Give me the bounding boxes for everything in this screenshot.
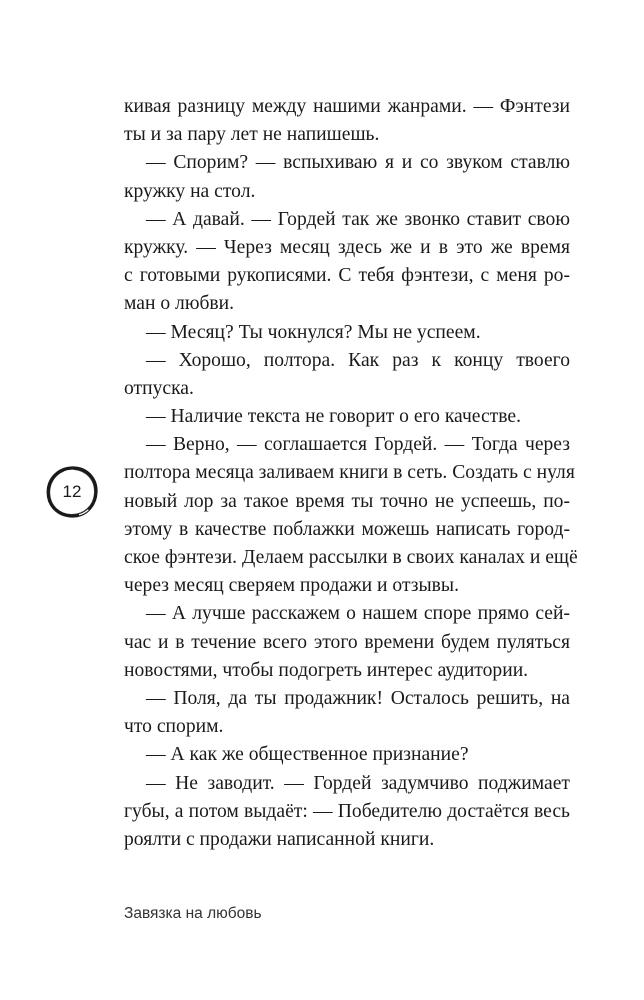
text-line: — Спорим? — вспыхиваю я и со звуком ставлю — [146, 152, 570, 174]
text-line: что спорим. — [124, 716, 224, 738]
text-line: этому в качестве поблажки можешь написать город- — [124, 518, 570, 540]
text-line: ское фэнтези. Делаем рассылки в своих каналах и ещё — [124, 547, 578, 568]
text-line: кружку на стол. — [124, 180, 256, 202]
text-line: — Не заводит. — Гордей задумчиво поджимает — [146, 772, 570, 794]
text-line: — А как же общественное признание? — [146, 744, 469, 766]
text-line: с готовыми рукописями. С тебя фэнтези, с меня ро- — [124, 265, 570, 287]
text-line: — Хорошо, полтора. Как раз к концу твоего — [146, 349, 570, 371]
text-line: губы, а потом выдаёт: — Победителю достаётся весь — [124, 800, 570, 822]
text-line: роялти с продажи написанной книги. — [124, 828, 435, 850]
text-line: ты и за пару лет не напишешь. — [124, 124, 380, 146]
text-line: кружку. — Через месяц здесь же и в это же время — [124, 236, 570, 258]
body-text — [124, 93, 578, 854]
text-line: — А лучше расскажем о нашем споре прямо сей- — [146, 603, 570, 625]
text-line: кивая разницу между нашими жанрами. — Фэнтези — [124, 96, 570, 117]
page-number-badge — [44, 464, 100, 520]
text-line: новый лор за такое время ты точно не успеешь, по- — [124, 490, 570, 512]
text-line: час и в течение всего этого времени будем пуляться — [124, 631, 570, 653]
text-line: отпуска. — [124, 377, 194, 399]
text-line: — Верно, — соглашается Гордей. — Тогда через — [146, 434, 570, 456]
text-line: — Наличие текста не говорит о его качестве. — [146, 406, 521, 428]
footer-book-title: Завязка на любовь — [124, 905, 262, 922]
text-line: — А давай. — Гордей так же звонко ставит свою — [146, 208, 570, 230]
text-line: ман о любви. — [124, 293, 235, 315]
text-line: — Поля, да ты продажник! Осталось решить, на — [146, 687, 570, 709]
page-number: 12 — [62, 482, 82, 501]
text-line: новостями, чтобы подогреть интерес аудитории. — [124, 659, 529, 681]
text-line: через месяц сверяем продажи и отзывы. — [124, 575, 459, 597]
text-line: — Месяц? Ты чокнулся? Мы не успеем. — [146, 321, 481, 343]
text-line: полтора месяца заливаем книги в сеть. Создать с нуля — [124, 462, 575, 484]
